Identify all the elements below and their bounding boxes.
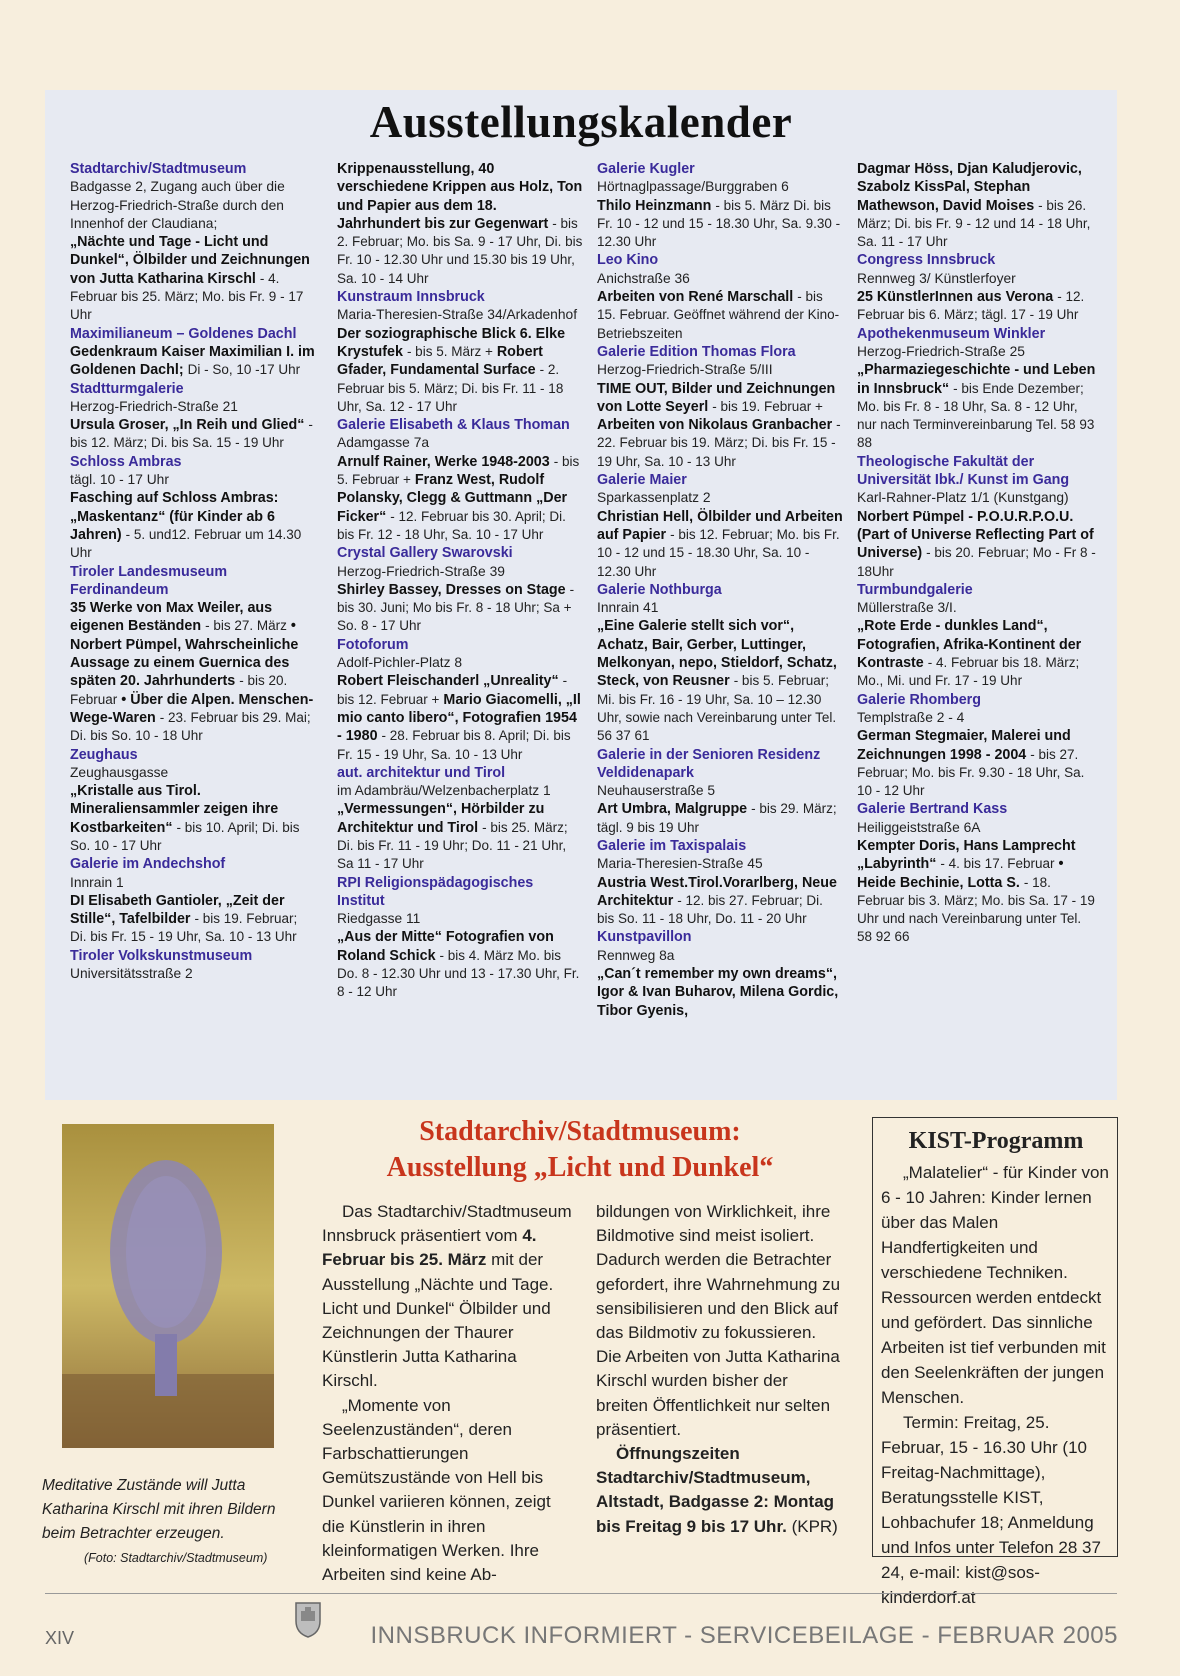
venue-name: Tiroler Landesmuseum Ferdinandeum bbox=[70, 563, 228, 598]
venue-address: Hörtnaglpassage/Burggraben 6 bbox=[597, 179, 789, 195]
exhibition-title: Krippenausstellung, 40 verschiedene Krippen aus Holz, Ton und Papier aus dem 18. Jahrhundert bis zur Gegenwart bbox=[337, 161, 583, 232]
kist-program-box bbox=[872, 1117, 1118, 1607]
venue-name: Kunstraum Innsbruck bbox=[337, 289, 485, 306]
exhibition-title: German Stegmaier, Malerei und Zeichnungen 1998 - 2004 bbox=[857, 728, 1071, 763]
exhibition-dates: - bis 5. März + bbox=[406, 343, 493, 359]
exhibition-dates: - bis 25. März; Di. bis Fr. 11 - 19 Uhr; Do. 11 - 21 Uhr, Sa 11 - 17 Uhr bbox=[337, 819, 568, 872]
exhibition-title: Robert Fleischanderl „Unreality“ bbox=[337, 673, 559, 690]
article-column-1 bbox=[322, 1200, 572, 1587]
venue-address: Karl-Rahner-Platz 1/1 (Kunstgang) bbox=[857, 490, 1069, 506]
venue-address: Sparkassenplatz 2 bbox=[597, 490, 711, 506]
exhibition-dates: - bis 19. Februar; Di. bis Fr. 15 - 19 Uhr, Sa. 10 - 13 Uhr bbox=[70, 911, 298, 945]
exhibition-dates: - 18. Februar bis 3. März; Mo. bis Sa. 17 - 19 Uhr und nach Vereinbarung unter Tel. 58 92 66 bbox=[857, 874, 1095, 945]
exhibition-dates: - 12. Februar bis 30. April; Di. bis Fr. 12 - 18 Uhr, Sa. 10 - 17 Uhr bbox=[337, 508, 566, 542]
venue-name: Stadtarchiv/Stadtmuseum bbox=[70, 161, 247, 177]
venue-name: Turmbundgalerie bbox=[857, 581, 973, 598]
calendar-entry bbox=[70, 855, 316, 946]
venue-name: Galerie Bertrand Kass bbox=[857, 801, 1008, 818]
calendar-column-3 bbox=[597, 160, 843, 1020]
caption-text: Meditative Zustände will Jutta Katharina Kirschl mit ihren Bildern beim Betrachter erzeugen. bbox=[42, 1477, 276, 1542]
exhibition-dates: - bis 2. Februar; Mo. bis Sa. 9 - 17 Uhr, Di. bis Fr. 10 - 12.30 Uhr und 15.30 bis 19 Uhr, Sa. 10 - 14 Uhr bbox=[337, 215, 583, 286]
venue-address: Müllerstraße 3/I. bbox=[857, 600, 957, 616]
venue-address: Herzog-Friedrich-Straße 25 bbox=[857, 343, 1025, 359]
exhibition-title: Austria West.Tirol.Vorarlberg, Neue Architektur bbox=[597, 874, 837, 909]
venue-name: Tiroler Volkskunstmuseum bbox=[70, 947, 253, 964]
calendar-entry bbox=[70, 746, 316, 856]
calendar-entry bbox=[337, 288, 583, 416]
exhibition-title: • Heide Bechinie, Lotta S. bbox=[857, 856, 1064, 891]
page-number: XIV bbox=[45, 1628, 75, 1648]
exhibition-title: • Über die Alpen. Menschen-Wege-Waren bbox=[70, 691, 314, 726]
venue-name: Maximilianeum – Goldenes Dachl bbox=[70, 325, 297, 342]
photo-caption bbox=[42, 1474, 302, 1570]
exhibition-dates: - bis 27. März bbox=[205, 618, 287, 634]
calendar-title: Ausstellungskalender bbox=[369, 97, 793, 147]
venue-address: im Adambräu/Welzenbacherplatz 1 bbox=[337, 783, 551, 799]
exhibition-dates: - bis Ende Dezember; Mo. bis Fr. 8 - 18 Uhr, Sa. 8 - 12 Uhr, nur nach Terminvereinbarung Tel. 58 93 88 bbox=[857, 380, 1095, 451]
calendar-entry bbox=[597, 746, 843, 837]
article-opening-hours: Öffnungszeiten Stadtarchiv/Stadtmuseum, Altstadt, Badgasse 2: Montag bis Freitag 9 bis 17 Uhr. (KPR) bbox=[596, 1444, 838, 1536]
venue-name: Crystal Gallery Swarovski bbox=[337, 545, 513, 562]
venue-address: Herzog-Friedrich-Straße 21 bbox=[70, 398, 238, 414]
kist-paragraph-2: Termin: Freitag, 25. Februar, 15 - 16.30 Uhr (10 Freitag-Nachmittage), Beratungsstelle KIST, Lohbachufer 18; Anmeldung und Infos unter Telefon 28 37 24, e-mail: kist@sos-kinderdorf.at bbox=[881, 1413, 1101, 1607]
calendar-entry bbox=[70, 325, 316, 380]
calendar-entry bbox=[857, 325, 1097, 453]
kist-title: KIST-Programm bbox=[908, 1128, 1084, 1154]
calendar-entry bbox=[597, 471, 843, 581]
exhibition-dates: - 4. bis 17. Februar bbox=[940, 856, 1055, 872]
venue-address: Neuhauserstraße 5 bbox=[597, 783, 716, 799]
exhibition-dates: - bis 19. Februar + bbox=[712, 398, 823, 414]
exhibition-dates: - 22. Februar bis 19. März; Di. bis Fr. 15 - 19 Uhr, Sa. 10 - 13 Uhr bbox=[597, 417, 841, 469]
calendar-entry bbox=[70, 947, 316, 984]
exhibition-title: Fasching auf Schloss Ambras: „Maskentanz“ (für Kinder ab 6 Jahren) bbox=[70, 490, 279, 543]
calendar-entry bbox=[857, 581, 1097, 691]
exhibition-dates: - bis 30. Juni; Mo bis Fr. 8 - 18 Uhr; Sa + So. 8 - 17 Uhr bbox=[337, 581, 575, 634]
exhibition-title: DI Elisabeth Gantioler, „Zeit der Stille“, Tafelbilder bbox=[70, 892, 285, 928]
calendar-entry bbox=[337, 764, 583, 874]
exhibition-title: 25 KünstlerInnen aus Verona bbox=[857, 289, 1054, 306]
exhibition-title: 35 Werke von Max Weiler, aus eigenen Beständen bbox=[70, 600, 273, 635]
calendar-entry bbox=[857, 251, 1097, 324]
exhibition-dates: - bis 12. März; Di. bis Sa. 15 - 19 Uhr bbox=[70, 417, 313, 451]
venue-name: aut. architektur und Tirol bbox=[337, 764, 506, 781]
exhibition-title: Arbeiten von Nikolaus Granbacher bbox=[597, 417, 833, 434]
exhibition-title: Mario Giacomelli, „Il mio canto libero“, Fotografien 1954 - 1980 bbox=[337, 691, 581, 745]
exhibition-title: „Can´t remember my own dreams“, Igor & Ivan Buharov, Milena Gordic, Tibor Gyenis, bbox=[597, 966, 839, 1019]
venue-name: Galerie in der Senioren Residenz Veldidenapark bbox=[597, 746, 821, 781]
article-headline bbox=[320, 1114, 840, 1186]
calendar-entry bbox=[337, 160, 583, 288]
exhibition-title: Arbeiten von René Marschall bbox=[597, 289, 794, 306]
venue-name: Galerie Kugler bbox=[597, 161, 695, 177]
calendar-entry bbox=[337, 874, 583, 1002]
venue-name: Galerie Nothburga bbox=[597, 581, 722, 598]
exhibition-title: Gedenkraum Kaiser Maximilian I. im Goldenen Dachl; bbox=[70, 343, 315, 379]
venue-name: Apothekenmuseum Winkler bbox=[857, 325, 1046, 342]
footer-rule bbox=[45, 1593, 1117, 1594]
exhibition-dates: - bis 27. Februar; Mo. bis Fr. 9.30 - 18 Uhr, Sa. 10 - 12 Uhr bbox=[857, 746, 1085, 799]
calendar-column-2 bbox=[337, 160, 583, 1002]
calendar-column-1 bbox=[70, 160, 316, 983]
exhibition-dates: - bis 5. Februar + bbox=[337, 453, 580, 488]
calendar-entry bbox=[70, 563, 316, 746]
calendar-entry bbox=[597, 581, 843, 746]
exhibition-calendar bbox=[45, 90, 1117, 1100]
calendar-entry bbox=[857, 160, 1097, 251]
headline-line-2: Ausstellung „Licht und Dunkel“ bbox=[386, 1152, 774, 1183]
headline-line-1: Stadtarchiv/Stadtmuseum: bbox=[419, 1116, 741, 1147]
venue-name: Galerie im Andechshof bbox=[70, 856, 226, 873]
exhibition-dates: - 28. Februar bis 8. April; Di. bis Fr. 15 - 19 Uhr, Sa. 10 - 13 Uhr bbox=[337, 728, 571, 762]
exhibition-title: • Norbert Pümpel, Wahrscheinliche Aussage zu einem Guernica des späten 20. Jahrhunderts bbox=[70, 618, 299, 690]
venue-name: Zeughaus bbox=[70, 746, 138, 763]
calendar-entry bbox=[70, 380, 316, 453]
calendar-entry bbox=[597, 343, 843, 471]
venue-name: Galerie Edition Thomas Flora bbox=[597, 343, 796, 360]
exhibition-dates: - bis 12. Februar; Mo. bis Fr. 10 - 12 und 15 - 18.30 Uhr, Sa. 10 - 12.30 Uhr bbox=[597, 526, 840, 579]
calendar-entry bbox=[597, 160, 843, 251]
artwork-photo bbox=[62, 1124, 274, 1448]
exhibition-dates: - bis 5. Februar; Mi. bis Fr. 16 - 19 Uhr, Sa. 10 – 12.30 Uhr, sowie nach Vereinbarung unter Tel. 56 37 61 bbox=[597, 673, 837, 744]
venue-name: Galerie Rhomberg bbox=[857, 691, 981, 708]
exhibition-title: Norbert Pümpel - P.O.U.R.P.O.U. (Part of Universe Reflecting Part of Universe) bbox=[857, 508, 1094, 562]
exhibition-title: „Aus der Mitte“ Fotografien von Roland Schick bbox=[337, 929, 554, 964]
venue-address: Heiliggeiststraße 6A bbox=[857, 819, 981, 835]
exhibition-title: Art Umbra, Malgruppe bbox=[597, 801, 748, 818]
exhibition-dates: - 4. Februar bis 18. März; Mo., Mi. und Fr. 17 - 19 Uhr bbox=[857, 655, 1080, 689]
venue-name: RPI Religionspädagogisches Institut bbox=[337, 874, 534, 909]
exhibition-title: Ursula Groser, „In Reih und Glied“ bbox=[70, 417, 305, 434]
exhibition-dates: Di - So, 10 -17 Uhr bbox=[187, 362, 301, 378]
venue-address: tägl. 10 - 17 Uhr bbox=[70, 472, 169, 488]
calendar-entry bbox=[597, 928, 843, 1019]
venue-name: Stadtturmgalerie bbox=[70, 380, 184, 397]
exhibition-dates: - 2. Februar bis 5. März; Di. bis Fr. 11 - 18 Uhr, Sa. 12 - 17 Uhr bbox=[337, 362, 564, 414]
exhibition-title: Der soziographische Blick 6. Elke Krystufek bbox=[337, 325, 566, 360]
exhibition-title: Shirley Bassey, Dresses on Stage bbox=[337, 581, 566, 598]
calendar-entry bbox=[70, 453, 316, 563]
exhibition-title: TIME OUT, Bilder und Zeichnungen von Lotte Seyerl bbox=[597, 380, 836, 415]
calendar-entry bbox=[337, 544, 583, 635]
venue-name: Galerie im Taxispalais bbox=[597, 837, 747, 854]
exhibition-dates: - 4. Februar bis 25. März; Mo. bis Fr. 9 - 17 Uhr bbox=[70, 270, 304, 323]
exhibition-dates: - bis 20. Februar bbox=[70, 673, 288, 707]
kist-paragraph-1: „Malatelier“ - für Kinder von 6 - 10 Jahren: Kinder lernen über das Malen Handfertigkeiten und verschiedene Techniken. Ressourcen werden entdeckt und gefördert. Das sinnliche Arbeiten ist tief verbunden mit den Seelenkräften der jungen Menschen. bbox=[881, 1163, 1109, 1407]
article-paragraph-1: Das Stadtarchiv/Stadtmuseum Innsbruck präsentiert vom 4. Februar bis 25. März mit der Ausstellung „Nächte und Tage. Licht und Dunkel“ Ölbilder und Zeichnungen der Thaurer Künstlerin Jutta Katharina Kirschl. bbox=[322, 1202, 572, 1391]
exhibition-dates: - bis 10. April; Di. bis So. 10 - 17 Uhr bbox=[70, 819, 300, 853]
venue-name: Leo Kino bbox=[597, 252, 659, 269]
calendar-column-4 bbox=[857, 160, 1097, 947]
venue-name: Fotoforum bbox=[337, 636, 409, 653]
calendar-entry bbox=[70, 160, 316, 325]
venue-address: Riedgasse 11 bbox=[337, 911, 421, 927]
exhibition-dates: - bis 29. März; tägl. 9 bis 19 Uhr bbox=[597, 801, 837, 835]
exhibition-title: „Nächte und Tage - Licht und Dunkel“, Ölbilder und Zeichnungen von Jutta Katharina Kirschl bbox=[70, 234, 310, 287]
venue-name: Galerie Maier bbox=[597, 472, 687, 489]
exhibition-title: „Eine Galerie stellt sich vor“, Achatz, Bair, Gerber, Luttinger, Melkonyan, nepo, Stieldorf, Schatz, Steck, von Reusner bbox=[597, 618, 837, 690]
venue-name: Kunstpavillon bbox=[597, 929, 692, 946]
venue-address: Anichstraße 36 bbox=[597, 270, 690, 286]
calendar-entry bbox=[857, 800, 1097, 946]
exhibition-title: „Kristalle aus Tirol. Mineraliensammler zeigen ihre Kostbarkeiten“ bbox=[70, 783, 279, 836]
venue-address: Herzog-Friedrich-Straße 39 bbox=[337, 563, 505, 579]
venue-address: Innrain 1 bbox=[70, 874, 124, 890]
exhibition-dates: - bis 5. März Di. bis Fr. 10 - 12 und 15 - 18.30 Uhr, Sa. 9.30 - 12.30 Uhr bbox=[597, 197, 841, 250]
exhibition-title: Franz West, Rudolf Polansky, Clegg & Guttmann „Der Ficker“ bbox=[337, 472, 568, 525]
exhibition-dates: - 12. bis 27. Februar; Di. bis So. 11 - 18 Uhr, Do. 11 - 20 Uhr bbox=[597, 892, 823, 927]
venue-address: Adolf-Pichler-Platz 8 bbox=[337, 655, 462, 671]
venue-name: Congress Innsbruck bbox=[857, 252, 996, 269]
tree-painting-image bbox=[62, 1124, 274, 1448]
venue-address: Rennweg 3/ Künstlerfoyer bbox=[857, 270, 1016, 286]
venue-address: Adamgasse 7a bbox=[337, 435, 430, 451]
city-crest-icon bbox=[293, 1599, 323, 1639]
exhibition-dates: - bis 12. Februar + bbox=[337, 673, 568, 707]
venue-address: Zeughausgasse bbox=[70, 764, 169, 780]
venue-name: Galerie Elisabeth & Klaus Thoman bbox=[337, 417, 570, 434]
venue-address: Rennweg 8a bbox=[597, 947, 675, 963]
exhibition-title: „Vermessungen“, Hörbilder zu Architektur und Tirol bbox=[337, 801, 545, 836]
exhibition-title: „Rote Erde - dunkles Land“, Fotografien, Afrika-Kontinent der Kontraste bbox=[857, 618, 1082, 672]
calendar-entry bbox=[337, 416, 583, 544]
venue-address: Badgasse 2, Zugang auch über die Herzog-Friedrich-Straße durch den Innenhof der Claudiana; bbox=[70, 179, 285, 231]
photo-credit: (Foto: Stadtarchiv/Stadtmuseum) bbox=[84, 1551, 268, 1565]
article-paragraph-2: „Momente von Seelenzuständen“, deren Farbschattierungen Gemütszustände von Hell bis Dunkel variieren können, zeigt die Künstlerin in ihren kleinformatigen Werken. Ihre Arbeiten sind keine Ab- bbox=[322, 1395, 551, 1585]
exhibition-title: Dagmar Höss, Djan Kaludjerovic, Szabolz KissPal, Stephan Mathewson, David Moises bbox=[857, 161, 1082, 214]
exhibition-dates: - bis 4. März Mo. bis Do. 8 - 12.30 Uhr und 13 - 17.30 Uhr, Fr. 8 - 12 Uhr bbox=[337, 947, 580, 1000]
venue-address: Universitätsstraße 2 bbox=[70, 966, 193, 982]
exhibition-dates: - 23. Februar bis 29. Mai; Di. bis So. 10 - 18 Uhr bbox=[70, 709, 311, 744]
exhibition-dates: - bis 26. März; Di. bis Fr. 9 - 12 und 14 - 18 Uhr, Sa. 11 - 17 Uhr bbox=[857, 197, 1091, 250]
venue-name: Schloss Ambras bbox=[70, 453, 182, 470]
publication-footer: INNSBRUCK INFORMIERT - SERVICEBEILAGE - FEBRUAR 2005 bbox=[370, 1622, 1118, 1649]
exhibition-dates: - 12. Februar bis 6. März; tägl. 17 - 19 Uhr bbox=[857, 289, 1085, 323]
calendar-entry bbox=[597, 251, 843, 342]
venue-name: Theologische Fakultät der Universität Ibk./ Kunst im Gang bbox=[857, 453, 1070, 489]
venue-address: Maria-Theresien-Straße 45 bbox=[597, 856, 763, 872]
exhibition-dates: - bis 20. Februar; Mo - Fr 8 - 18Uhr bbox=[857, 545, 1096, 579]
calendar-entry bbox=[857, 691, 1097, 801]
exhibition-title: „Pharmaziegeschichte - und Leben in Innsbruck“ bbox=[857, 362, 1096, 397]
venue-address: Herzog-Friedrich-Straße 5/III bbox=[597, 362, 773, 378]
article-column-2 bbox=[596, 1200, 844, 1539]
venue-address: Templstraße 2 - 4 bbox=[857, 709, 965, 725]
venue-address: Innrain 41 bbox=[597, 600, 659, 616]
exhibition-dates: - bis 15. Februar. Geöffnet während der Kino-Betriebszeiten bbox=[597, 289, 840, 341]
exhibition-title: Kempter Doris, Hans Lamprecht „Labyrinth“ bbox=[857, 837, 1076, 873]
exhibition-title: Robert Gfader, Fundamental Surface bbox=[337, 343, 543, 379]
venue-address: Maria-Theresien-Straße 34/Arkadenhof bbox=[337, 307, 578, 323]
article-paragraph-3: bildungen von Wirklichkeit, ihre Bildmotive sind meist isoliert. Dadurch werden die Betrachter gefordert, ihre Wahrnehmung zu sensibilisieren und den Blick auf das Bildmotiv zu fokussieren. Die Arbeiten von Jutta Katharina Kirschl wurden bisher der breiten Öffentlichkeit nur selten präsentiert. bbox=[596, 1202, 841, 1439]
calendar-entry bbox=[857, 453, 1097, 581]
exhibition-title: Christian Hell, Ölbilder und Arbeiten auf Papier bbox=[597, 508, 843, 543]
calendar-entry bbox=[597, 837, 843, 928]
calendar-entry bbox=[337, 636, 583, 764]
exhibition-title: Arnulf Rainer, Werke 1948-2003 bbox=[337, 453, 550, 470]
exhibition-dates: - 5. und12. Februar um 14.30 Uhr bbox=[70, 526, 302, 561]
exhibition-title: Thilo Heinzmann bbox=[597, 197, 712, 214]
